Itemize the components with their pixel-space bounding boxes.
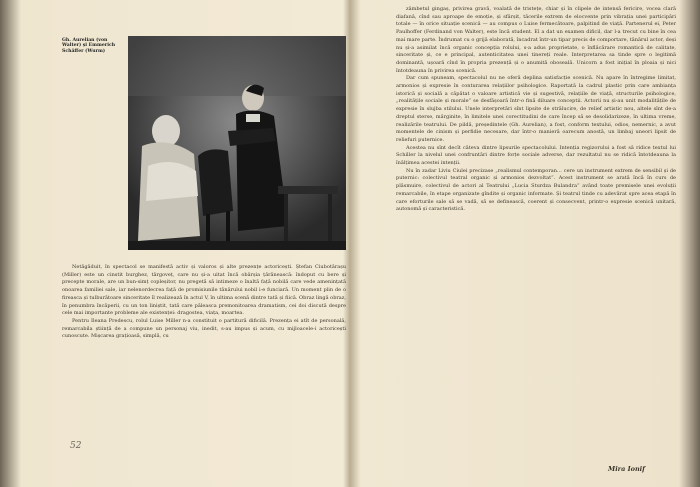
- right-text-column: [396, 6, 676, 214]
- page-number: 52: [70, 441, 82, 451]
- left-page: [14, 0, 346, 487]
- paragraph: Dar cum spuneam, spectacolul nu ne oferă deplina satisfacție scenică. Nu apare în întregime limitat, armonios și expresie în conturarea relațiilor psihologice. Raportată la cadrul plastic prin care ambianța istorică și socială a căpătat o valoare artistică vie și sugestivă, relațiile de viață, structurile psihologice, „realitățile sociale și morale” se desfășoară într-o fină diluare conceptii. Actorii nu și-au unit modalitățile de expresie în slujba stilului. Unele interpretări sînt lipsite de strălucire, de relief artistic nou, altele sînt de-a dreptul sterse, mărginite, în limitele unei corectitudini de care încep să se desolidarizeze, în ultima vreme, realizările teatrului. De pildă, președintele (Gh. Aurelian), a fost, conform textului, odios, nemernic, a avut momentele de cinism și perfidie necesare, dar într-o manieră oarecum anostă, un limbaj uneori lipsit de reliefuri puternice.: [396, 75, 676, 143]
- paragraph: zâmbetul gingaș, privirea gravă, voalată de tristețe, chiar și în clipele de intensă fericire, vocea clară diafană, cînd sau aproape de emoție, și sfârșit, tăcerile extrem de elocvente prin vibrația unei participări totale — în orice situație scenică — au compus o Luise fermecătoare, palpitind de viață. Partenerul ei, Peter Paulhoffer (Ferdinand von Walter), este încă student. El a dat un examen dificil, dar l-a trecut cu bine în cea mai mare parte. Îndrumat cu o grijă elaborată, încadrat într-un tipar precis de comportare, tânărul actor, deși nu și-a asimilat încă organic concepția rolului, s-a adus proprietate, o înflăcărare romantică de calitate, sinceritate și, ce e principal, autenticitatea unei tinereți reale. Interpretarea sa tinde spre o legitimă dominantă, ușoară cînd în propria prezență și o anumită oboseală. Unicorn a fost inițial în ploaia și nici întotdeauna în privirea scenică.: [396, 6, 676, 74]
- paragraph: Netăgăduit, în spectacol se manifestă activ și valoros și alte prezențe actoricești. Ștefan Ciubotărașu (Miller) este un cinstit burghez, târgoveț, care nu și-a uitat încă obârșia țărănească: îndoput cu bere și precepte morale, are un bun-simț copleșitor, nu pregetă să intimeze o înaltă față nobilă care vede amenințată onoarea familiei sale, iar nelenordecrea față de promisiunile tânărului nobil i-e funciară. Un moment plin de o fireasca și tulburătoare sinceritate îl realizează în actul V, în ultima scenă dintre tată și fiică. Obraz lingă obraz, în penumbra încăperii, cu un ton liniștit, tată care păleasca premonitoarea dramatism, cei doi discută despre cele mai importante probleme ale existenței: dragostea, viața, moartea.: [62, 264, 346, 317]
- photo-caption: Gh. Aurelian (von Walter) și Emmerich Schäffer (Wurm): [62, 38, 116, 54]
- right-page: [358, 0, 690, 487]
- paragraph: Pentru Ileana Predescu, rolul Luise Miller n-a constituit o partitură dificilă. Prezența ei atît de personală, remarcabila știință de a compune un personaj viu, inedit, s-au impus și acum, cu mijloacele-i actoricești cunoscute. Mișcarea grațioasă, simplă, cu: [62, 317, 346, 340]
- left-text-column: [62, 264, 346, 341]
- stage-photograph: [128, 36, 346, 250]
- author-signature: Mira Ionif: [608, 465, 645, 473]
- paragraph: Nu în zadar Liviu Ciulei precizase „realismul contemporan… cere un instrument extrem de sensibil și de puternic: colectivul teatral organic și armonios dezvoltat”. Acest instrument se arată încă în curs de plăsmuire, colectivul de actori al Teatrului „Lucia Sturdza Bulandra” având toate premisele unei evoluții remarcabile, în etape organizate gîndite și organic informate. Și teatrul tinde cu adevărat spre acea etapă în care eforturile sale să se vadă, să se definească, coerent și consecvent, printr-o expresie scenică unitară, autonomă și caracteristică.: [396, 167, 676, 213]
- paragraph: Acestea nu sînt decît câteva dintre lipsurile spectacolului. Intenția regizorului a fost să ridice textul lui Schiller la nivelul unei confruntări dintre forțe sociale adverse, dar rezultatul nu se ridică întotdeauna la înălțimea acestei intenții.: [396, 144, 676, 167]
- stage-photo-illustration: [128, 36, 346, 250]
